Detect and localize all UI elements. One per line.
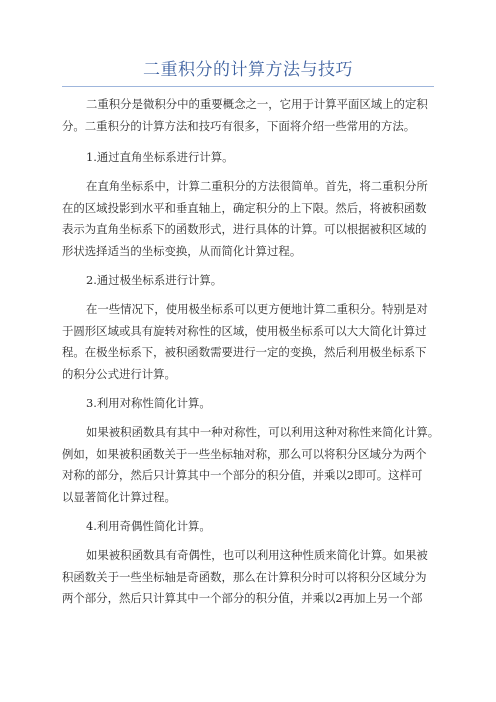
paragraph-line: 程。在极坐标系下，被积函数需要进行一定的变换，然后利用极坐标系下	[62, 345, 427, 359]
intro-paragraph	[62, 94, 438, 137]
paragraph-line: 如果被积函数具有奇偶性，也可以利用这种性质来简化计算。如果被	[86, 548, 428, 562]
paragraph-line: 于圆形区域或具有旋转对称性的区域，使用极坐标系可以大大简化计算过	[62, 323, 427, 338]
paragraph-line: 形状选择适当的坐标变换，从而简化计算过程。	[62, 243, 302, 258]
section-heading: 4.利用奇偶性简化计算。	[86, 519, 211, 533]
paragraph-line: 两个部分，然后只计算其中一个部分的积分值，并乘以2再加上另一个部	[62, 591, 423, 605]
section-paragraph	[62, 545, 438, 610]
section-paragraph	[62, 176, 438, 262]
page-title: 二重积分的计算方法与技巧	[143, 60, 353, 80]
paragraph-line: 对称的部分，然后只计算其中一个部分的积分值，并乘以2即可。这样可	[62, 468, 423, 482]
intro-line: 分。二重积分的计算方法和技巧有很多，下面将介绍一些常用的方法。	[62, 118, 416, 133]
section-paragraph	[62, 299, 438, 385]
section-heading: 3.利用对称性简化计算。	[86, 396, 211, 410]
paragraph-line: 以显著简化计算过程。	[62, 489, 176, 504]
section-heading: 2.通过极坐标系进行计算。	[86, 273, 223, 287]
paragraph-line: 的积分公式进行计算。	[62, 366, 176, 381]
title-divider	[62, 86, 434, 87]
paragraph-line: 积函数关于一些坐标轴是奇函数，那么在计算积分时可以将积分区域分为	[62, 569, 427, 584]
paragraph-line: 在直角坐标系中，计算二重积分的方法很简单。首先，将二重积分所	[86, 179, 428, 193]
paragraph-line: 如果被积函数具有其中一种对称性，可以利用这种对称性来简化计算。	[86, 425, 440, 439]
section-paragraph	[62, 422, 438, 508]
intro-line: 二重积分是微积分中的重要概念之一，它用于计算平面区域上的定积	[86, 97, 428, 111]
paragraph-line: 在一些情况下，使用极坐标系可以更方便地计算二重积分。特别是对	[86, 302, 428, 316]
paragraph-line: 表示为直角坐标系下的函数形式，进行具体的计算。可以根据被积区域的	[62, 222, 427, 236]
paragraph-line: 例如，如果被积函数关于一些坐标轴对称，那么可以将积分区域分为两个	[62, 446, 427, 461]
section-heading: 1.通过直角坐标系进行计算。	[86, 150, 234, 164]
paragraph-line: 在的区域投影到水平和垂直轴上，确定积分的上下限。然后，将被积函数	[62, 200, 427, 215]
